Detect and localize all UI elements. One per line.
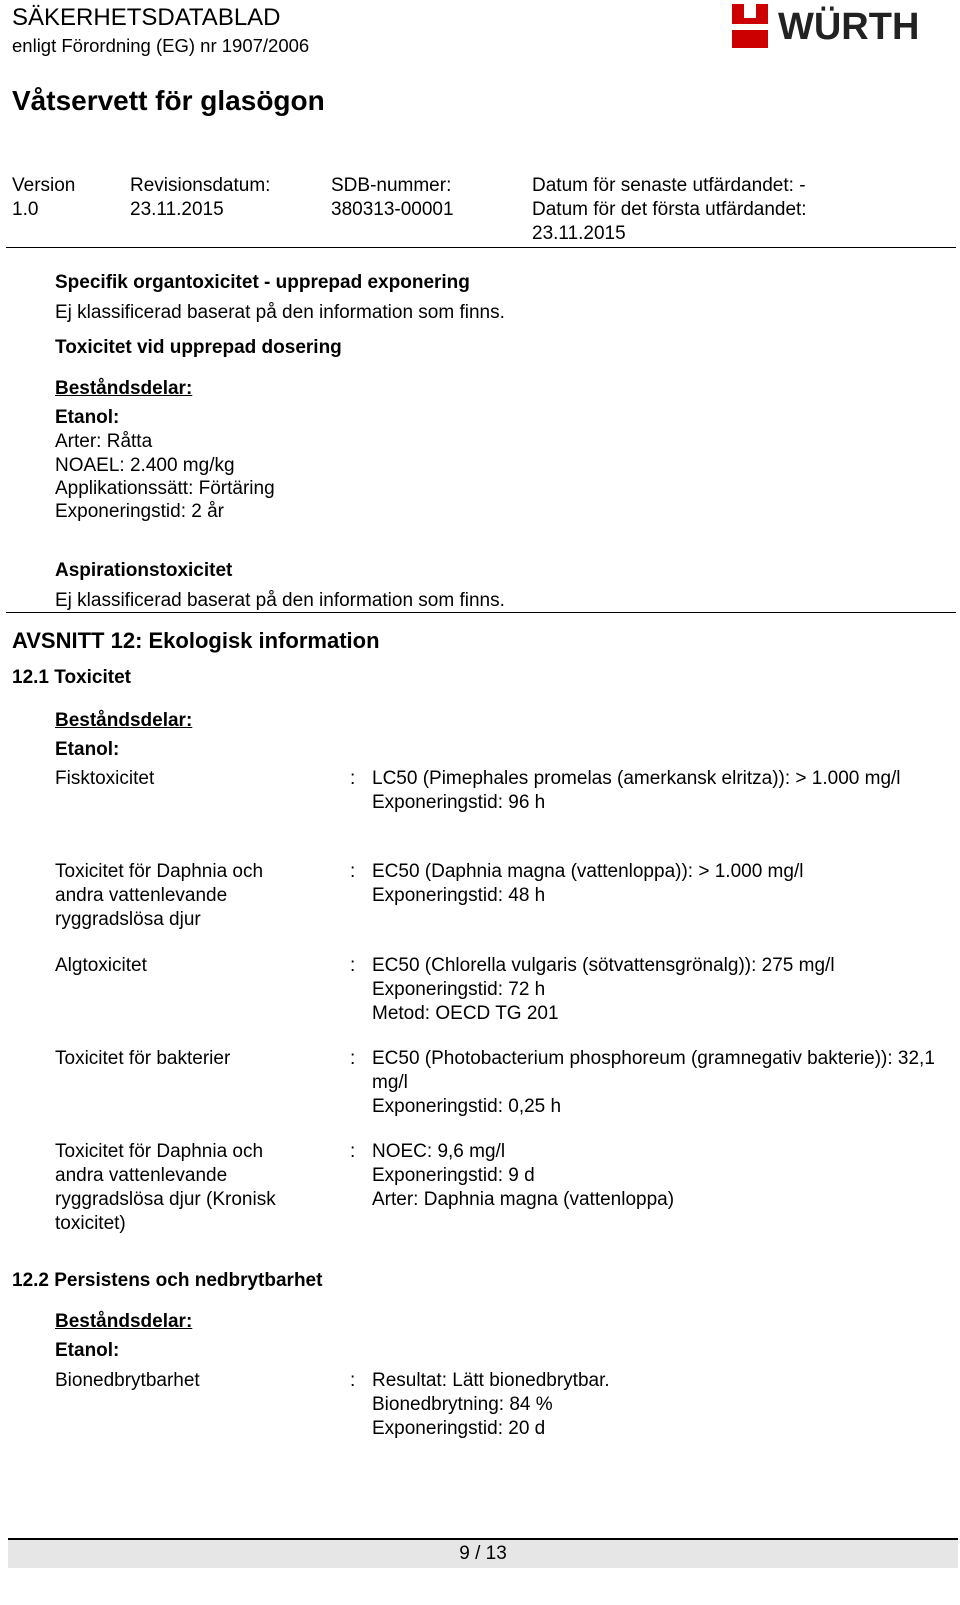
tox-row-label: Toxicitet för Daphnia och andra vattenlevande ryggradslösa djur (Kronisk toxicitet) xyxy=(55,1141,276,1234)
tox-row-label: Toxicitet för Daphnia och andra vattenlevande ryggradslösa djur xyxy=(55,861,264,930)
tox-row-label: Toxicitet för bakterier xyxy=(55,1048,231,1069)
version-value: 1.0 xyxy=(12,199,39,220)
components-label: Beståndsdelar: xyxy=(55,710,193,731)
repeated-line: Applikationssätt: Förtäring xyxy=(55,478,275,499)
section-12-title: AVSNITT 12: Ekologisk information xyxy=(12,628,380,653)
tox-row-value: LC50 (Pimephales promelas (amerkansk elritza)): > 1.000 mg/l Exponeringstid: 96 h xyxy=(372,768,901,813)
repeated-dose-heading: Toxicitet vid upprepad dosering xyxy=(55,337,342,358)
page-number: 9 / 13 xyxy=(459,1543,507,1564)
sdb-value: 380313-00001 xyxy=(331,199,454,220)
components-label: Beståndsdelar: xyxy=(55,378,193,399)
revision-label: Revisionsdatum: xyxy=(130,175,271,196)
stot-text: Ej klassificerad baserat på den information som finns. xyxy=(55,302,505,323)
repeated-line: Arter: Råtta xyxy=(55,431,153,452)
tox-row-colon: : xyxy=(350,1141,356,1162)
stot-heading: Specifik organtoxicitet - upprepad exponering xyxy=(55,272,470,293)
components-label: Beståndsdelar: xyxy=(55,1311,193,1332)
tox-row-colon: : xyxy=(350,955,356,976)
repeated-line: NOAEL: 2.400 mg/kg xyxy=(55,455,235,476)
logo-text: WÜRTH xyxy=(778,6,920,48)
first-issue-label: Datum för det första utfärdandet: xyxy=(532,199,807,220)
tox-row-label: Algtoxicitet xyxy=(55,955,147,976)
tox-row-colon: : xyxy=(350,1048,356,1069)
product-name: Våtservett för glasögon xyxy=(12,85,325,116)
wurth-logo xyxy=(730,2,955,52)
header-divider xyxy=(6,247,956,248)
subsection-12-1: 12.1 Toxicitet xyxy=(12,667,131,688)
bio-row-value: Resultat: Lätt bionedbrytbar. Bionedbrytning: 84 % Exponeringstid: 20 d xyxy=(372,1370,610,1439)
version-label: Version xyxy=(12,175,76,196)
substance-label: Etanol: xyxy=(55,1340,120,1361)
version-block xyxy=(12,174,75,222)
footer-bar xyxy=(8,1538,958,1568)
sdb-label: SDB-nummer: xyxy=(331,175,452,196)
aspiration-heading: Aspirationstoxicitet xyxy=(55,560,233,581)
tox-row-value: EC50 (Chlorella vulgaris (sötvattensgrönalg)): 275 mg/l Exponeringstid: 72 h Metod: OECD TG 201 xyxy=(372,955,835,1024)
substance-label: Etanol: xyxy=(55,739,120,760)
bio-row-label: Bionedbrytbarhet xyxy=(55,1370,200,1391)
substance-label: Etanol: xyxy=(55,407,120,428)
revision-value: 23.11.2015 xyxy=(130,199,224,220)
section-divider xyxy=(6,612,956,613)
tox-row-value: EC50 (Daphnia magna (vattenloppa)): > 1.000 mg/l Exponeringstid: 48 h xyxy=(372,861,804,906)
revision-block xyxy=(130,174,270,222)
tox-row-colon: : xyxy=(350,861,356,882)
regulation-subtitle: enligt Förordning (EG) nr 1907/2006 xyxy=(12,35,310,56)
wurth-logo-icon xyxy=(730,2,955,52)
bio-row-colon: : xyxy=(350,1370,356,1391)
aspiration-text: Ej klassificerad baserat på den information som finns. xyxy=(55,590,505,611)
tox-row-colon: : xyxy=(350,768,356,789)
tox-row-value: EC50 (Photobacterium phosphoreum (gramnegativ bakterie)): 32,1 mg/l Exponeringstid: 0,25 h xyxy=(372,1048,935,1117)
first-issue-value: 23.11.2015 xyxy=(532,223,626,244)
sdb-block xyxy=(331,174,454,222)
repeated-line: Exponeringstid: 2 år xyxy=(55,501,224,522)
issue-block xyxy=(532,174,807,246)
last-issue-label: Datum för senaste utfärdandet: - xyxy=(532,175,806,196)
subsection-12-2: 12.2 Persistens och nedbrytbarhet xyxy=(12,1270,323,1291)
tox-row-label: Fisktoxicitet xyxy=(55,768,155,789)
document-title: SÄKERHETSDATABLAD xyxy=(12,4,281,31)
tox-row-value: NOEC: 9,6 mg/l Exponeringstid: 9 d Arter: Daphnia magna (vattenloppa) xyxy=(372,1141,675,1210)
